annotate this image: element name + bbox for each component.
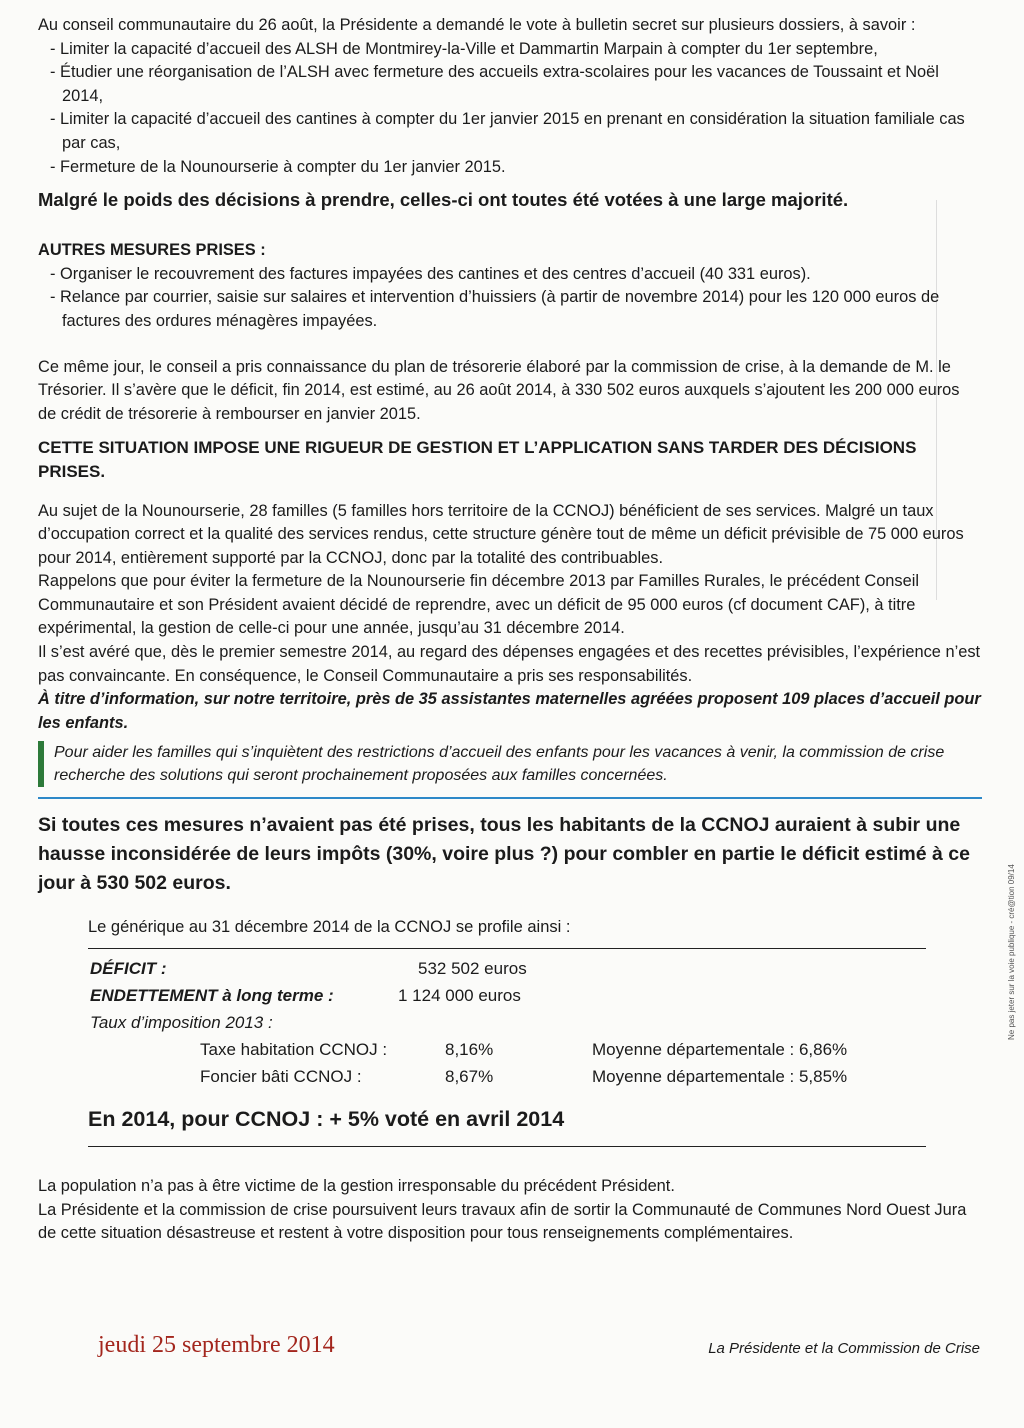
intro-item-1: - Limiter la capacité d’accueil des ALSH de Montmirey-la-Ville et Dammartin Marpain à compter du 1er septembre, — [38, 38, 982, 62]
taux-row — [88, 1011, 926, 1038]
taxe-habitation-row — [88, 1038, 926, 1065]
intro-list — [38, 38, 982, 180]
handwritten-date-stamp: jeudi 25 septembre 2014 — [98, 1332, 335, 1358]
autres-list — [38, 263, 982, 334]
endettement-row — [88, 984, 926, 1011]
callout-text: Pour aider les familles qui s’inquiètent des restrictions d’accueil des enfants pour les vacances à venir, la commission de crise recherche des solutions qui seront prochainement proposées aux familles concernées. — [54, 744, 945, 785]
signature-line: La Présidente et la Commission de Crise — [708, 1340, 980, 1357]
foncier-bati-row — [88, 1065, 926, 1092]
info-statement: À titre d’information, sur notre territoire, près de 35 assistantes maternelles agréées proposent 109 places d’accueil pour les enfants. — [38, 690, 981, 732]
endettement-value: 1 124 000 euros — [398, 986, 521, 1006]
nounourserie-paragraph-2: Rappelons que pour éviter la fermeture de la Nounourserie fin décembre 2013 par Familles Rurales, le précédent Conseil Communautaire et son Président avaient décidé de reprendre, avec un déficit de 95 000 euros (cf document CAF), à titre expérimental, la gestion de celle-ci pour une année, jusqu’au 31 décembre 2014. — [38, 572, 920, 638]
endettement-label: ENDETTEMENT à long terme : — [90, 986, 334, 1006]
taxe-habitation-label: Taxe habitation CCNOJ : — [200, 1040, 388, 1060]
deficit-label: DÉFICIT : — [90, 959, 167, 979]
deficit-value: 532 502 euros — [418, 959, 527, 979]
intro-item-4: - Fermeture de la Nounourserie à compter du 1er janvier 2015. — [38, 156, 982, 180]
foncier-bati-label: Foncier bâti CCNOJ : — [200, 1067, 362, 1087]
vertical-side-note: Ne pas jeter sur la voie publique - cré@tion 09/14 — [1007, 864, 1016, 1040]
autres-item-1: - Organiser le recouvrement des factures impayées des cantines et des centres d’accueil (40 331 euros). — [38, 263, 982, 287]
intro-item-3: - Limiter la capacité d’accueil des cantines à compter du 1er janvier 2015 en prenant en considération la situation familiale cas par cas, — [38, 108, 982, 155]
final-statement: En 2014, pour CCNOJ : + 5% voté en avril 2014 — [88, 1107, 565, 1132]
intro-lead: Au conseil communautaire du 26 août, la Présidente a demandé le vote à bulletin secret sur plusieurs dossiers, à savoir : — [38, 16, 916, 34]
taxe-habitation-moyenne: Moyenne départementale : 6,86% — [592, 1040, 848, 1060]
callout-box — [38, 741, 982, 787]
intro-item-2: - Étudier une réorganisation de l’ALSH avec fermeture des accueils extra-scolaires pour les vacances de Toussaint et Noël 2014, — [38, 61, 982, 108]
conclusion-statement: Si toutes ces mesures n’avaient pas été prises, tous les habitants de la CCNOJ auraient à subir une hausse inconsidérée de leurs impôts (30%, voire plus ?) pour combler en partie le déficit estimé à ce jour à 530 502 euros. — [38, 814, 970, 895]
closing-paragraph-1: La population n’a pas à être victime de la gestion irresponsable du précédent Président. — [38, 1177, 675, 1196]
taxe-habitation-value: 8,16% — [445, 1040, 494, 1060]
summary-bottom-rule — [88, 1146, 926, 1147]
majority-statement: Malgré le poids des décisions à prendre, celles-ci ont toutes été votées à une large majorité. — [38, 189, 849, 211]
document-body — [38, 14, 982, 1246]
autres-heading: AUTRES MESURES PRISES : — [38, 241, 266, 260]
summary-intro: Le générique au 31 décembre 2014 de la CCNOJ se profile ainsi : — [88, 918, 571, 937]
nounourserie-paragraph-3: Il s’est avéré que, dès le premier semestre 2014, au regard des dépenses engagées et des recettes prévisibles, l’expérience n’est pas convaincante. En conséquence, le Conseil Communautaire a pris ses responsabilités. — [38, 643, 981, 685]
deficit-row — [88, 957, 926, 984]
summary-block — [88, 916, 926, 1147]
closing-paragraph-2: La Présidente et la commission de crise poursuivent leurs travaux afin de sortir la Communauté de Communes Nord Ouest Jura de cette situation désastreuse et restent à votre disposition pour tous renseignements complémentaires. — [38, 1200, 967, 1243]
foncier-bati-moyenne: Moyenne départementale : 5,85% — [592, 1067, 848, 1087]
situation-heading: CETTE SITUATION IMPOSE UNE RIGUEUR DE GESTION ET L’APPLICATION SANS TARDER DES DÉCISIONS PRISES. — [38, 438, 917, 481]
tresorerie-paragraph: Ce même jour, le conseil a pris connaissance du plan de trésorerie élaboré par la commission de crise, à la demande de M. le Trésorier. Il s’avère que le déficit, fin 2014, est estimé, au 26 août 2014, à 330 502 euros auxquels s’ajoutent les 200 000 euros de crédit de trésorerie à rembourser en janvier 2015. — [38, 357, 960, 423]
nounourserie-paragraph-1: Au sujet de la Nounourserie, 28 familles (5 familles hors territoire de la CCNOJ) bénéficient de ses services. Malgré un taux d’occupation correct et la qualité des services rendus, cette structure génère tout de même un déficit prévisible de 75 000 euros pour 2014, entièrement supporté par la CCNOJ, donc par la totalité des contribuables. — [38, 501, 964, 567]
blue-divider — [38, 797, 982, 799]
autres-item-2: - Relance par courrier, saisie sur salaires et intervention d’huissiers (à partir de novembre 2014) pour les 120 000 euros de factures des ordures ménagères impayées. — [38, 286, 982, 333]
foncier-bati-value: 8,67% — [445, 1067, 494, 1087]
taux-label: Taux d’imposition 2013 : — [90, 1013, 273, 1033]
